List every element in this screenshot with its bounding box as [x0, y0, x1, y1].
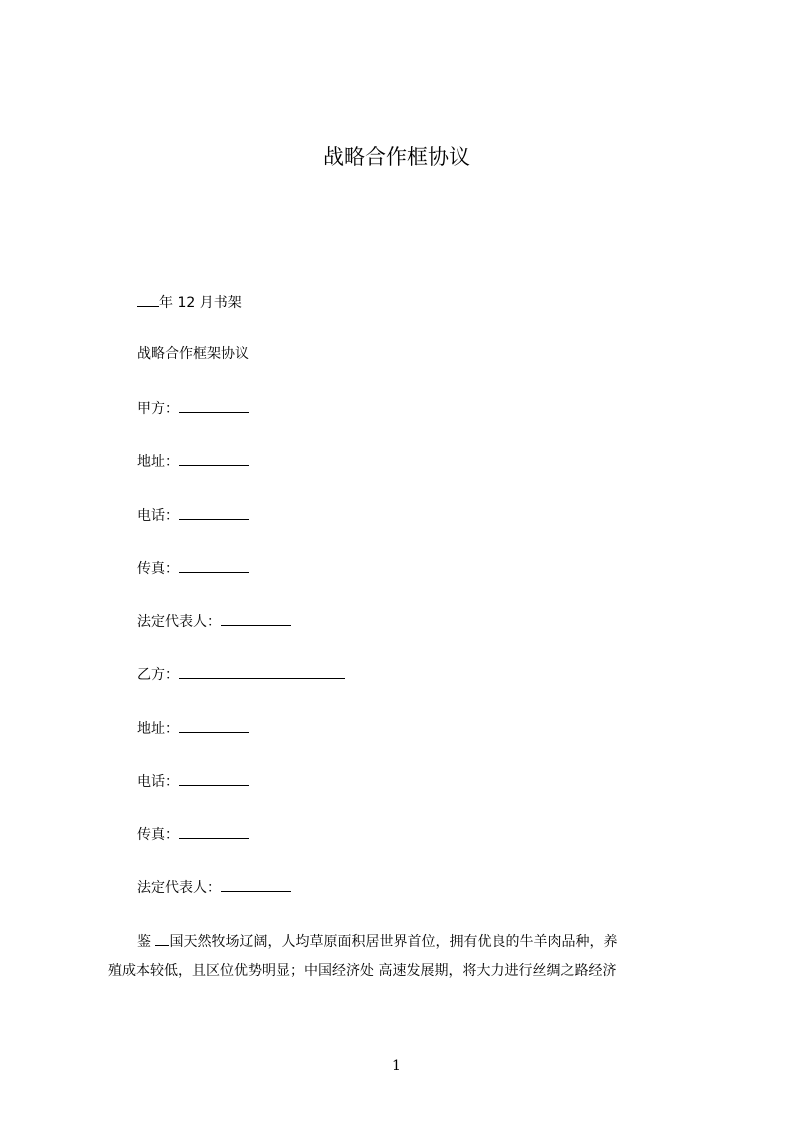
party-b-blank[interactable] [179, 664, 345, 679]
party-b-phone-label: 电话： [137, 774, 179, 790]
party-a-phone-label: 电话： [137, 508, 179, 524]
party-a-blank[interactable] [179, 398, 249, 413]
date-text: 年 12 月书架 [159, 295, 242, 311]
party-a-rep-line [137, 611, 291, 632]
country-blank[interactable] [155, 931, 169, 946]
party-b-phone-line [137, 771, 249, 792]
party-a-fax-label: 传真： [137, 561, 179, 577]
party-a-phone-blank[interactable] [179, 505, 249, 520]
party-a-fax-line [137, 558, 249, 579]
document-title: 战略合作框协议 [323, 145, 470, 169]
party-a-line [137, 398, 249, 419]
party-a-phone-line [137, 505, 249, 526]
party-b-fax-label: 传真： [137, 827, 179, 843]
party-b-address-line [137, 718, 249, 739]
party-a-address-line [137, 451, 249, 472]
party-b-rep-line [137, 877, 291, 898]
body-paragraph-line-2: 殖成本较低，且区位优势明显；中国经济处 高速发展期，将大力进行丝绸之路经济 [108, 963, 617, 979]
body-line-1-rest: 国天然牧场辽阔，人均草原面积居世界首位，拥有优良的牛羊肉品种，养 [169, 934, 618, 950]
party-b-fax-line [137, 824, 249, 845]
year-blank[interactable] [137, 292, 159, 307]
party-a-label: 甲方： [137, 401, 179, 417]
party-a-rep-label: 法定代表人： [137, 614, 221, 630]
agreement-subtitle: 战略合作框架协议 [137, 346, 249, 362]
party-b-rep-blank[interactable] [221, 877, 291, 892]
party-b-label: 乙方： [137, 667, 179, 683]
date-line [137, 292, 242, 313]
party-b-fax-blank[interactable] [179, 824, 249, 839]
party-a-fax-blank[interactable] [179, 558, 249, 573]
party-a-rep-blank[interactable] [221, 611, 291, 626]
party-b-rep-label: 法定代表人： [137, 880, 221, 896]
page-number: 1 [392, 1058, 401, 1074]
party-a-address-blank[interactable] [179, 451, 249, 466]
body-paragraph-line-1 [137, 931, 737, 952]
party-a-address-label: 地址： [137, 454, 179, 470]
party-b-address-blank[interactable] [179, 718, 249, 733]
party-b-address-label: 地址： [137, 721, 179, 737]
party-b-line [137, 664, 345, 685]
party-b-phone-blank[interactable] [179, 771, 249, 786]
body-line-1-start: 鉴 [137, 934, 151, 950]
